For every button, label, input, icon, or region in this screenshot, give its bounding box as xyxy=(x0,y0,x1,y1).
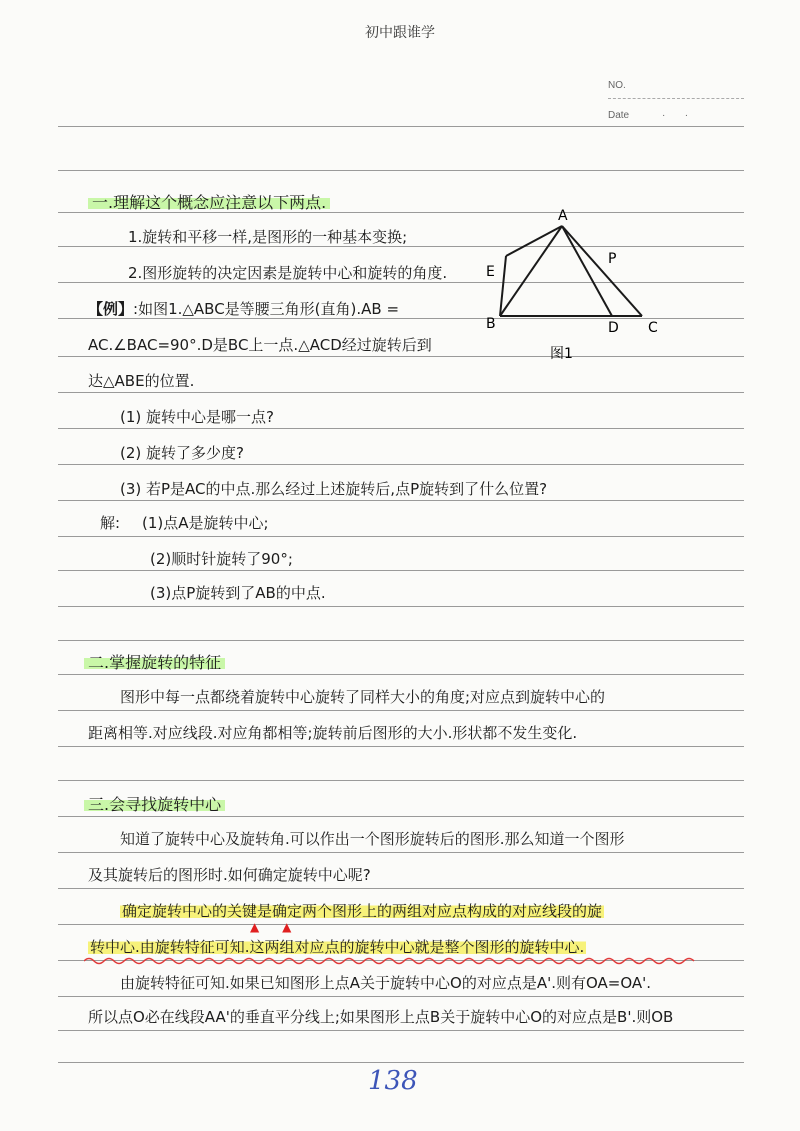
label-d: D xyxy=(608,320,619,336)
red-wavy-underline xyxy=(84,956,704,966)
section3-line3: 由旋转特征可知.如果已知图形上点A关于旋转中心O的对应点是A'.则有OA=OA'. xyxy=(120,974,652,992)
solution-label: 解: xyxy=(100,514,121,532)
label-a: A xyxy=(558,208,568,224)
section2-line2: 距离相等.对应线段.对应角都相等;旋转前后图形的大小.形状都不发生变化. xyxy=(88,724,578,742)
question-3: (3) 若P是AC的中点.那么经过上述旋转后,点P旋转到了什么位置? xyxy=(120,480,548,498)
date-dots: · · xyxy=(662,110,689,121)
section1-point2: 2.图形旋转的决定因素是旋转中心和旋转的角度. xyxy=(128,264,448,282)
example-line2: AC.∠BAC=90°.D是BC上一点.△ACD经过旋转后到 xyxy=(88,336,432,354)
answer-1: (1)点A是旋转中心; xyxy=(142,514,269,532)
answer-2: (2)顺时针旋转了90°; xyxy=(150,550,293,568)
segment-ae xyxy=(506,226,562,256)
section3-highlight-line2: 转中心.由旋转特征可知.这两组对应点的旋转中心就是整个图形的旋转中心. xyxy=(90,938,585,956)
section3-heading: 三.会寻找旋转中心 xyxy=(84,792,225,815)
section3-line1: 知道了旋转中心及旋转角.可以作出一个图形旋转后的图形.那么知道一个图形 xyxy=(120,830,625,848)
label-c: C xyxy=(648,320,658,336)
no-dotted-line xyxy=(608,98,744,99)
label-e: E xyxy=(486,264,495,280)
page-number: 138 xyxy=(368,1066,418,1096)
segment-ad xyxy=(562,226,612,316)
section2-heading: 二.掌握旋转的特征 xyxy=(84,650,225,673)
section3-highlight-line1: 确定旋转中心的关键是确定两个图形上的两组对应点构成的对应线段的旋 xyxy=(122,902,603,920)
figure-caption: 图1 xyxy=(550,346,573,362)
page-header-title: 初中跟谁学 xyxy=(365,25,435,41)
example-line3: 达△ABE的位置. xyxy=(88,372,195,390)
no-label: NO. xyxy=(608,80,626,91)
red-triangle-mark-icon: ▲ ▲ xyxy=(250,920,292,934)
section1-point1: 1.旋转和平移一样,是图形的一种基本变换; xyxy=(128,228,408,246)
answer-3: (3)点P旋转到了AB的中点. xyxy=(150,584,326,602)
label-b: B xyxy=(486,316,496,332)
segment-ab xyxy=(500,226,562,316)
example-line1: 【例】:如图1.△ABC是等腰三角形(直角).AB = xyxy=(88,300,400,318)
date-label: Date xyxy=(608,110,630,121)
question-1: (1) 旋转中心是哪一点? xyxy=(120,408,274,426)
section3-line4: 所以点O必在线段AA'的垂直平分线上;如果图形上点B关于旋转中心O的对应点是B'.则OB xyxy=(88,1008,674,1026)
question-2: (2) 旋转了多少度? xyxy=(120,444,244,462)
section2-line1: 图形中每一点都绕着旋转中心旋转了同样大小的角度;对应点到旋转中心的 xyxy=(120,688,606,706)
section3-line2: 及其旋转后的图形时.如何确定旋转中心呢? xyxy=(88,866,371,884)
example-tag: 【例】 xyxy=(88,300,134,318)
section1-heading: 一.理解这个概念应注意以下两点. xyxy=(88,190,330,213)
label-p: P xyxy=(608,251,617,267)
segment-ac xyxy=(562,226,642,316)
figure-1-triangle-diagram xyxy=(478,200,678,365)
